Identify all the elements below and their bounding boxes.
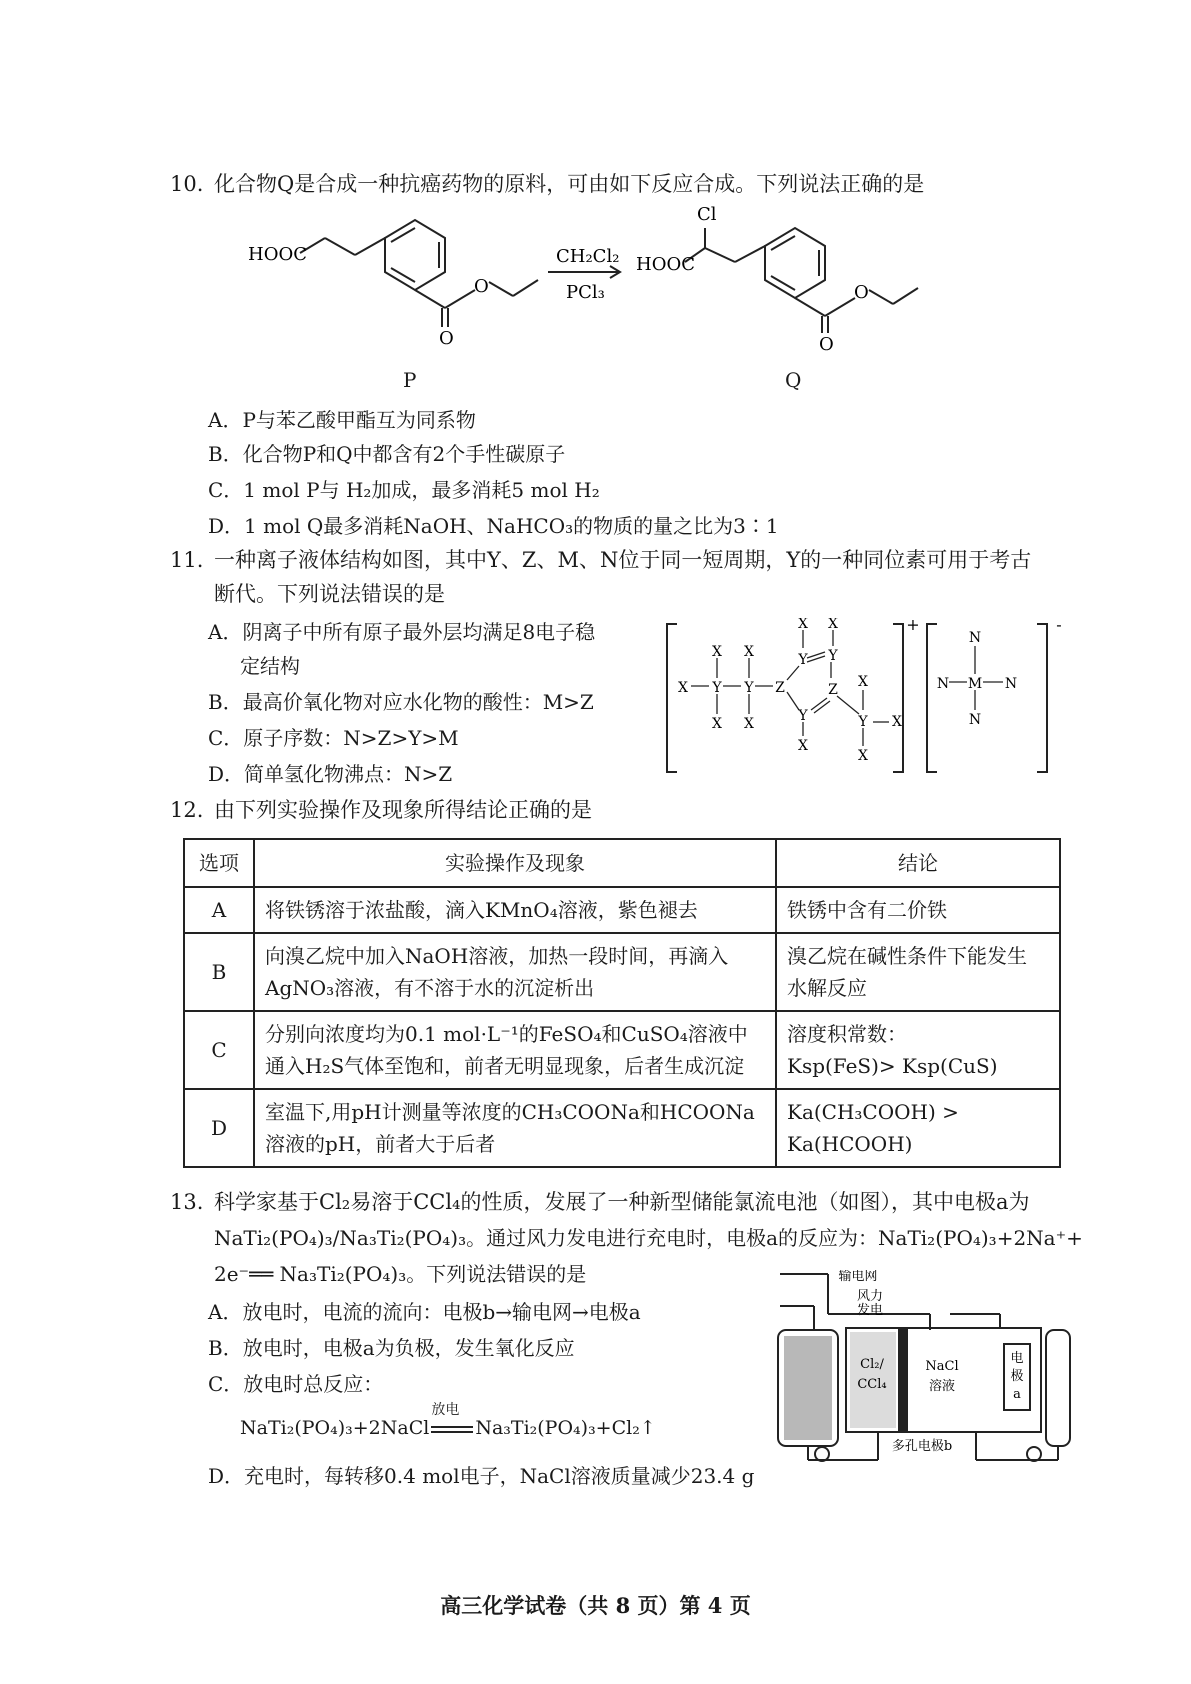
- p-carboxyl-label: HOOC: [248, 244, 307, 265]
- atom-z: Z: [828, 682, 838, 698]
- question-11-stem: [170, 546, 1031, 574]
- row-option: C: [184, 1011, 254, 1089]
- atom-x: X: [892, 714, 902, 730]
- atom-x: X: [828, 618, 838, 632]
- q13-option-a[interactable]: A．放电时，电流的流向：电极b→输电网→电极a: [208, 1300, 641, 1324]
- q-ester-o-label: O: [854, 282, 869, 303]
- q13-option-b[interactable]: B．放电时，电极a为负极，发生氧化反应: [208, 1336, 575, 1360]
- question-13-stem-cont: NaTi₂(PO₄)₃/Na₃Ti₂(PO₄)₃。通过风力发电进行充电时，电极a的反应为：NaTi₂(PO₄)₃+2Na⁺+: [214, 1226, 1083, 1250]
- operation-line: 室温下,用pH计测量等浓度的CH₃COONa和HCOONa: [265, 1100, 755, 1124]
- question-text: 由下列实验操作及现象所得结论正确的是: [214, 798, 592, 822]
- porous-electrode-label: 多孔电极b: [891, 1439, 953, 1454]
- atom-n: N: [968, 712, 982, 728]
- header-option: 选项: [184, 839, 254, 887]
- atom-x: X: [712, 716, 722, 732]
- nacl-label-1: NaCl: [925, 1359, 959, 1374]
- reagent-top: CH₂Cl₂: [556, 246, 620, 267]
- operation-line: 将铁锈溶于浓盐酸，滴入KMnO₄溶液，紫色褪去: [265, 898, 698, 922]
- q-carbonyl-o-label: O: [819, 334, 834, 355]
- question-12-stem: [170, 796, 592, 824]
- atom-x: X: [858, 748, 868, 764]
- question-10-stem: [170, 170, 924, 198]
- porous-electrode-b: [898, 1328, 908, 1432]
- conclusion-line: 铁锈中含有二价铁: [787, 898, 947, 922]
- row-conclusion: [776, 933, 1060, 1011]
- equation-left: NaTi₂(PO₄)₃+2NaCl: [240, 1417, 430, 1439]
- atom-x: X: [744, 716, 754, 732]
- conclusion-line: 水解反应: [787, 976, 867, 1000]
- flow-battery-diagram: [770, 1270, 1075, 1470]
- q11-option-c[interactable]: C．原子序数：N>Z>Y>M: [208, 726, 459, 750]
- table-header-row: [184, 839, 1060, 887]
- atom-y: Y: [828, 648, 838, 664]
- equation-arrow: [429, 1402, 475, 1442]
- row-operation: [254, 887, 776, 933]
- equation-condition: 放电: [431, 1402, 460, 1418]
- atom-z: Z: [775, 680, 785, 696]
- p-carbonyl-o-label: O: [439, 328, 454, 349]
- question-number: 10.: [170, 172, 204, 196]
- q11-option-d[interactable]: D．简单氢化物沸点：N>Z: [208, 762, 453, 786]
- nacl-label-2: 溶液: [928, 1379, 956, 1394]
- experiment-table: [183, 838, 1061, 1168]
- table-row[interactable]: [184, 933, 1060, 1011]
- ccl4-label: CCl₄: [857, 1377, 887, 1392]
- grid-label: 输电网: [838, 1270, 878, 1284]
- reaction-scheme: [230, 200, 970, 370]
- atom-x: X: [678, 680, 688, 696]
- equation-double-line: [431, 1426, 473, 1433]
- question-number: 13.: [170, 1190, 204, 1214]
- ionic-liquid-structure: [665, 618, 1070, 778]
- label-q: Q: [785, 368, 802, 392]
- atom-n: N: [968, 630, 982, 646]
- header-conclusion: 结论: [776, 839, 1060, 887]
- operation-line: 向溴乙烷中加入NaOH溶液，加热一段时间，再滴入: [265, 944, 729, 968]
- q13-option-c[interactable]: C．放电时总反应：: [208, 1372, 384, 1396]
- q10-option-b[interactable]: B．化合物P和Q中都含有2个手性碳原子: [208, 442, 566, 466]
- row-operation: [254, 1089, 776, 1167]
- operation-line: AgNO₃溶液，有不溶于水的沉淀析出: [265, 976, 595, 1000]
- row-option: D: [184, 1089, 254, 1167]
- cl2-tank-fill: [784, 1336, 832, 1440]
- cation-charge: +: [906, 618, 920, 634]
- q-chlorine-label: Cl: [697, 204, 717, 225]
- atom-y: Y: [712, 680, 722, 696]
- q11-option-b[interactable]: B．最高价氧化物对应水化物的酸性：M>Z: [208, 690, 594, 714]
- atom-n: N: [936, 676, 950, 692]
- reagent-bottom: PCl₃: [566, 282, 605, 303]
- electrode-a-label: a: [1013, 1387, 1021, 1402]
- atom-x: X: [744, 644, 754, 660]
- atom-x: X: [712, 644, 722, 660]
- question-text: 一种离子液体结构如图，其中Y、Z、M、N位于同一短周期，Y的一种同位素可用于考古: [214, 548, 1032, 572]
- row-operation: [254, 1011, 776, 1089]
- row-operation: [254, 933, 776, 1011]
- total-reaction-equation: [240, 1402, 656, 1442]
- row-option: B: [184, 933, 254, 1011]
- question-13-stem: [170, 1188, 1030, 1216]
- label-p: P: [403, 368, 417, 392]
- atom-y: Y: [744, 680, 754, 696]
- row-conclusion: [776, 1089, 1060, 1167]
- operation-line: 分别向浓度均为0.1 mol·L⁻¹的FeSO₄和CuSO₄溶液中: [265, 1022, 748, 1046]
- wind-label-2: 发电: [856, 1303, 884, 1318]
- conclusion-line: 溶度积常数：: [787, 1022, 907, 1046]
- question-text: 化合物Q是合成一种抗癌药物的原料，可由如下反应合成。下列说法正确的是: [214, 172, 925, 196]
- q10-option-a[interactable]: A．P与苯乙酸甲酯互为同系物: [208, 408, 476, 432]
- electrode-a-label: 电: [1010, 1351, 1024, 1366]
- conclusion-line: 溴乙烷在碱性条件下能发生: [787, 944, 1027, 968]
- q10-option-c[interactable]: C．1 mol P与 H₂加成，最多消耗5 mol H₂: [208, 478, 600, 502]
- operation-line: 溶液的pH，前者大于后者: [265, 1132, 496, 1156]
- question-13-stem-cont: 2e⁻══ Na₃Ti₂(PO₄)₃。下列说法错误的是: [214, 1262, 587, 1286]
- row-conclusion: [776, 1011, 1060, 1089]
- wind-label-1: 风力: [856, 1289, 884, 1304]
- atom-n: N: [1004, 676, 1018, 692]
- conclusion-line: Ka(CH₃COOH) > Ka(HCOOH): [787, 1100, 959, 1156]
- conclusion-line: Ksp(FeS)> Ksp(CuS): [787, 1054, 998, 1078]
- page-footer: 高三化学试卷（共 8 页）第 4 页: [440, 1593, 751, 1618]
- table-row[interactable]: [184, 887, 1060, 933]
- q11-option-a[interactable]: A．阴离子中所有原子最外层均满足8电子稳: [208, 620, 596, 644]
- row-option: A: [184, 887, 254, 933]
- electrode-a-label: 极: [1010, 1369, 1024, 1384]
- question-11-stem-cont: 断代。下列说法错误的是: [214, 582, 445, 606]
- p-ester-o-label: O: [474, 276, 489, 297]
- question-number: 12.: [170, 798, 204, 822]
- table-row[interactable]: [184, 1089, 1060, 1167]
- equation-right: Na₃Ti₂(PO₄)₃+Cl₂↑: [475, 1417, 656, 1439]
- atom-x: X: [798, 618, 808, 632]
- atom-m: M: [967, 676, 983, 692]
- atom-x: X: [798, 738, 808, 754]
- cl2-label: Cl₂/: [860, 1357, 884, 1372]
- header-operation: 实验操作及现象: [254, 839, 776, 887]
- operation-line: 通入H₂S气体至饱和，前者无明显现象，后者生成沉淀: [265, 1054, 745, 1078]
- q-carboxyl-label: HOOC: [636, 254, 695, 275]
- question-number: 11.: [170, 548, 204, 572]
- q10-option-d[interactable]: D．1 mol Q最多消耗NaOH、NaHCO₃的物质的量之比为3∶1: [208, 514, 779, 538]
- atom-y: Y: [798, 652, 808, 668]
- question-text: 科学家基于Cl₂易溶于CCl₄的性质，发展了一种新型储能氯流电池（如图），其中电极a为: [214, 1190, 1030, 1214]
- atom-y: Y: [798, 708, 808, 724]
- anion-charge: -: [1056, 618, 1062, 634]
- q11-option-a-cont: 定结构: [240, 654, 300, 678]
- table-row[interactable]: [184, 1011, 1060, 1089]
- q13-option-d[interactable]: D．充电时，每转移0.4 mol电子，NaCl溶液质量减少23.4 g: [208, 1464, 755, 1488]
- atom-x: X: [858, 674, 868, 690]
- atom-y: Y: [858, 714, 868, 730]
- row-conclusion: [776, 887, 1060, 933]
